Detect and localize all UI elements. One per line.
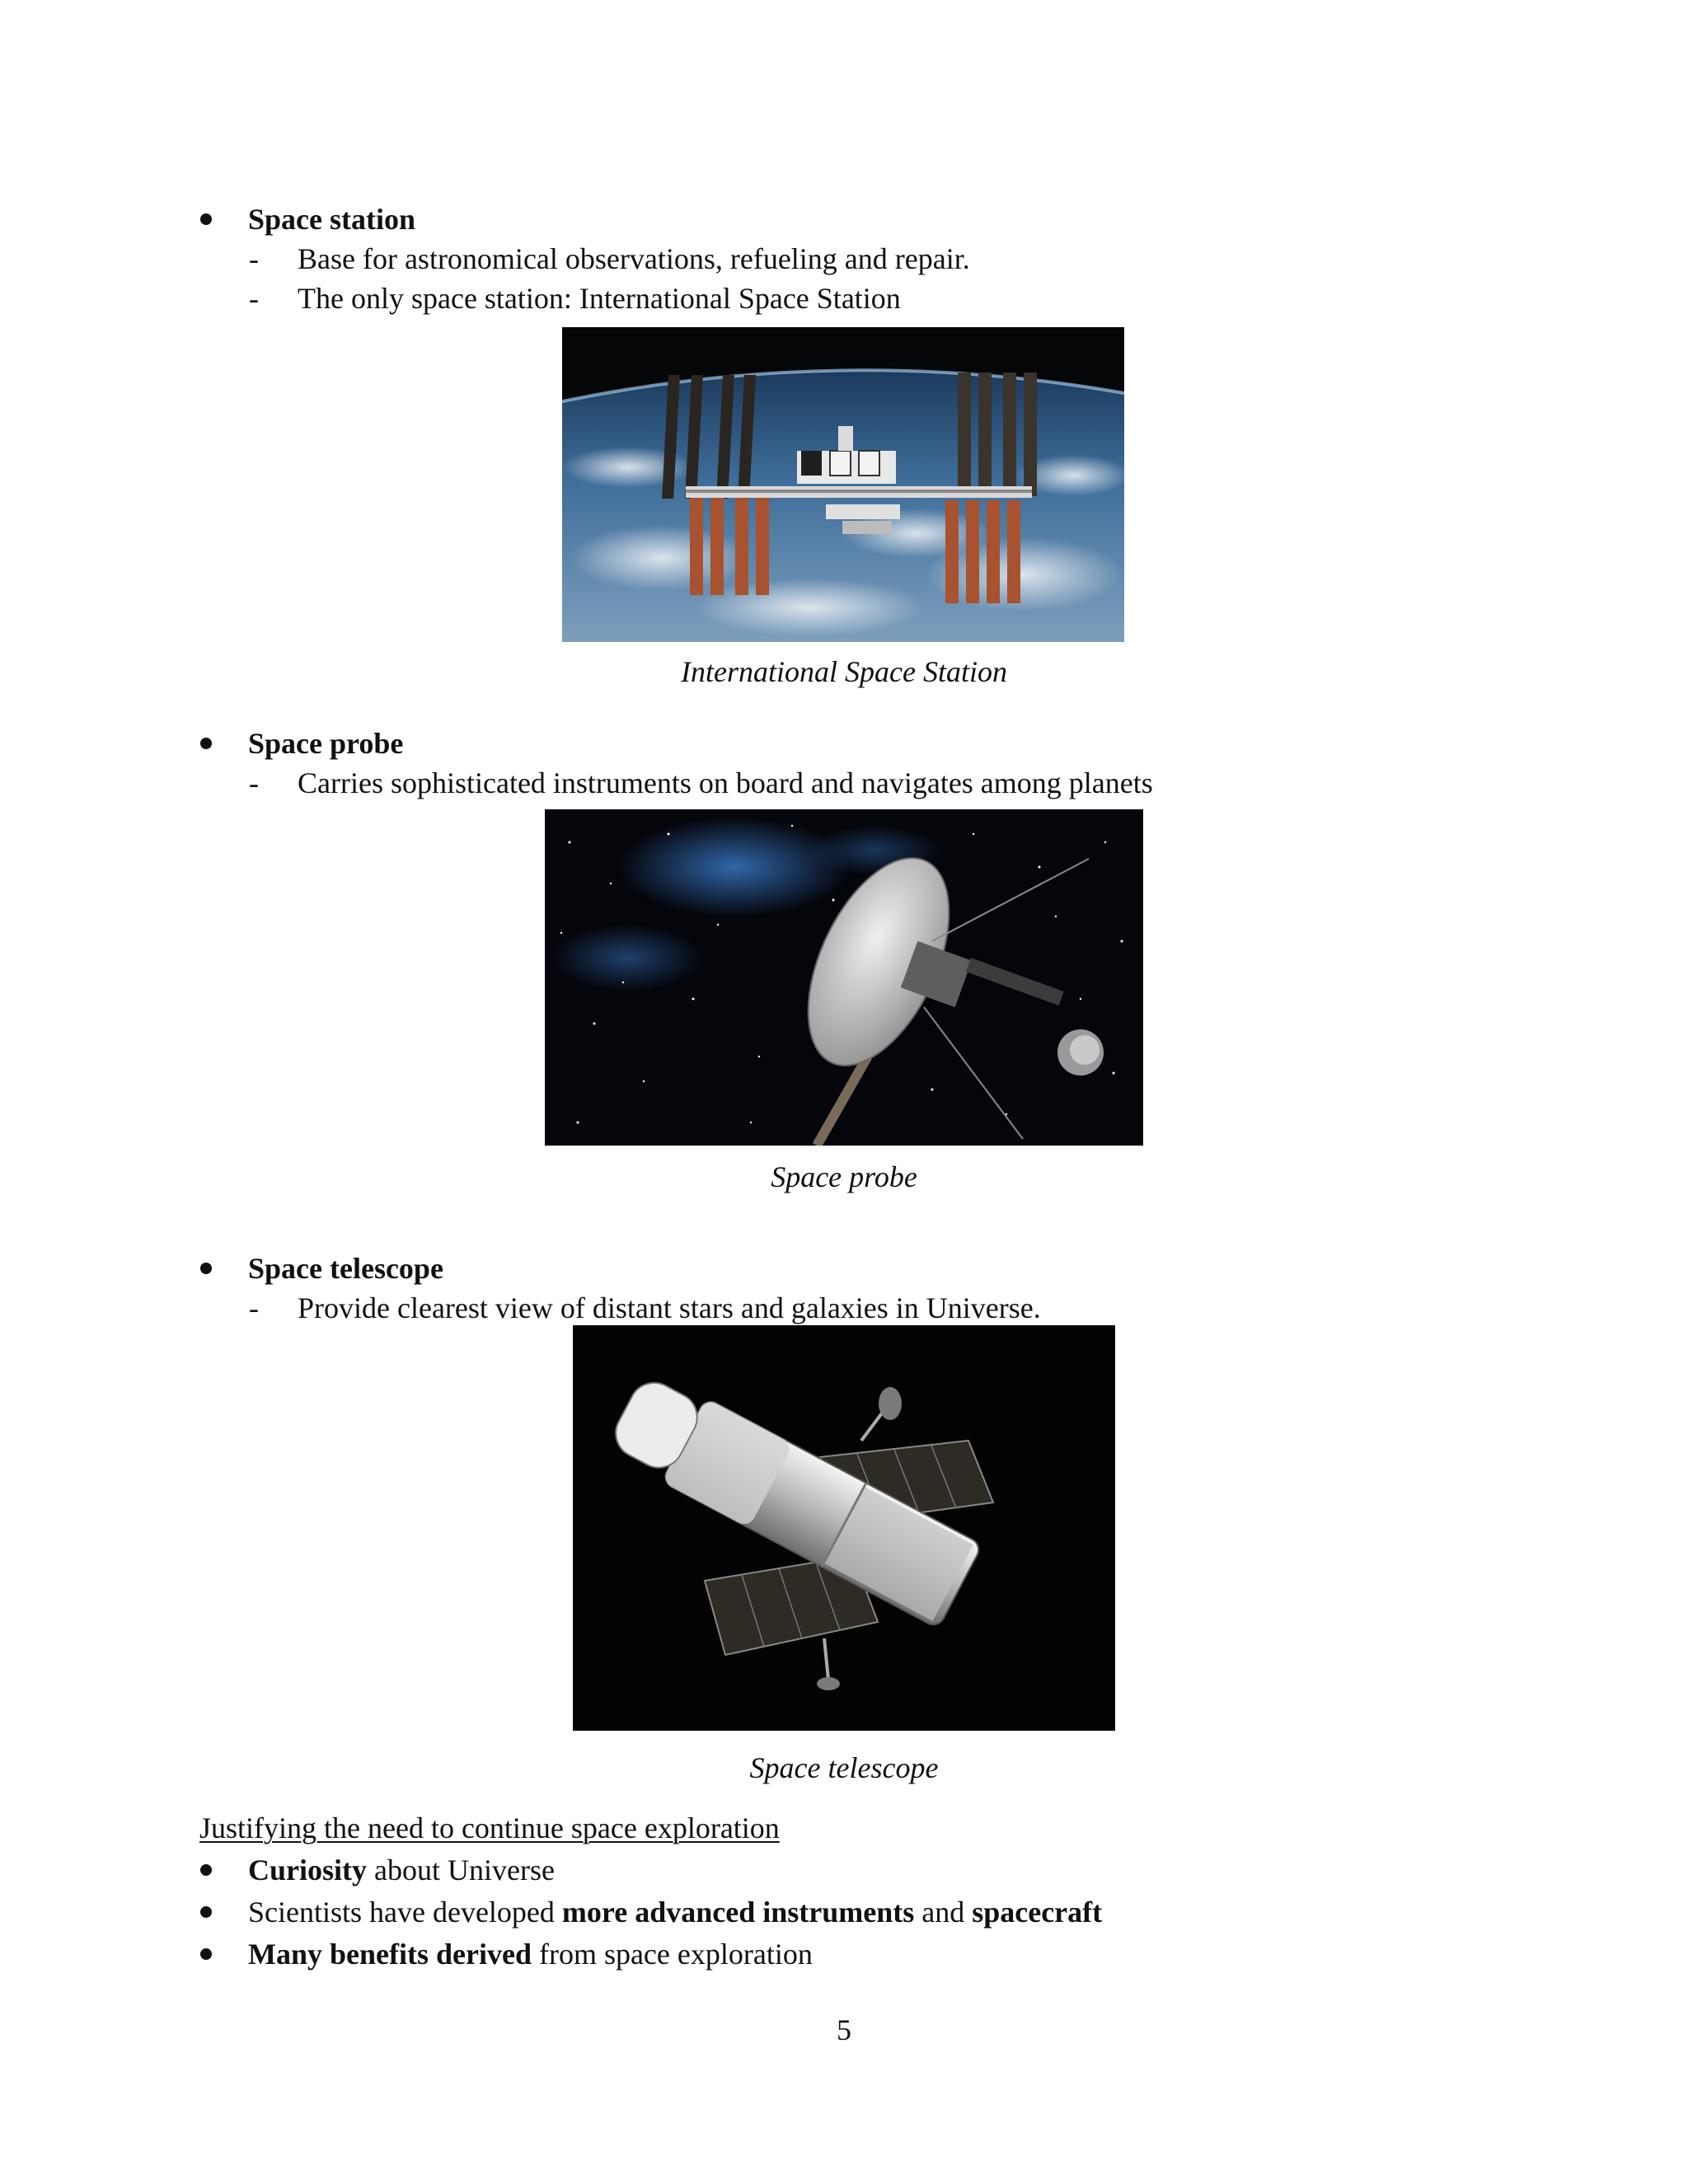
bullet-icon	[200, 1864, 212, 1876]
dash-marker: -	[249, 766, 259, 799]
bullet-icon	[200, 738, 212, 749]
section-heading-space-station: Space station	[248, 203, 416, 236]
bullet-icon	[200, 1263, 212, 1274]
probe-caption: Space probe	[771, 1160, 917, 1193]
dash-marker: -	[249, 282, 259, 315]
justify-item-3	[248, 1939, 813, 1969]
justify-item-2-bold-2: spacecraft	[972, 1896, 1103, 1929]
iss-image	[562, 327, 1124, 642]
justify-item-2-bold-1: more advanced instruments	[561, 1896, 915, 1929]
justify-item-2-pre: Scientists have developed	[248, 1896, 562, 1929]
justify-item-2	[248, 1897, 1102, 1927]
justify-item-2-mid: and	[914, 1896, 973, 1929]
bullet-icon	[200, 1948, 212, 1960]
dash-marker: -	[249, 242, 259, 275]
telescope-point-1: Provide clearest view of distant stars and galaxies in Universe.	[298, 1291, 1041, 1324]
space-probe-image	[545, 809, 1143, 1146]
space-telescope-image	[573, 1325, 1115, 1731]
section-heading-space-probe: Space probe	[248, 727, 404, 760]
justify-item-3-rest: from space exploration	[531, 1938, 813, 1971]
justify-item-1-rest: about Universe	[367, 1854, 555, 1886]
justify-item-1-bold: Curiosity	[248, 1854, 367, 1886]
justify-item-1	[248, 1855, 555, 1885]
justify-item-3-bold: Many benefits derived	[248, 1938, 532, 1971]
bullet-icon	[200, 1906, 212, 1918]
iss-caption: International Space Station	[681, 655, 1007, 688]
probe-point-1: Carries sophisticated instruments on board and navigates among planets	[298, 766, 1153, 799]
station-point-1: Base for astronomical observations, refueling and repair.	[298, 242, 970, 275]
page-number: 5	[837, 2013, 851, 2046]
dash-marker: -	[249, 1291, 259, 1324]
section-heading-space-telescope: Space telescope	[248, 1252, 443, 1285]
bullet-icon	[200, 213, 212, 225]
justify-title: Justifying the need to continue space exploration	[199, 1811, 780, 1844]
telescope-caption: Space telescope	[749, 1751, 939, 1784]
station-point-2: The only space station: International Space Station	[298, 282, 901, 315]
